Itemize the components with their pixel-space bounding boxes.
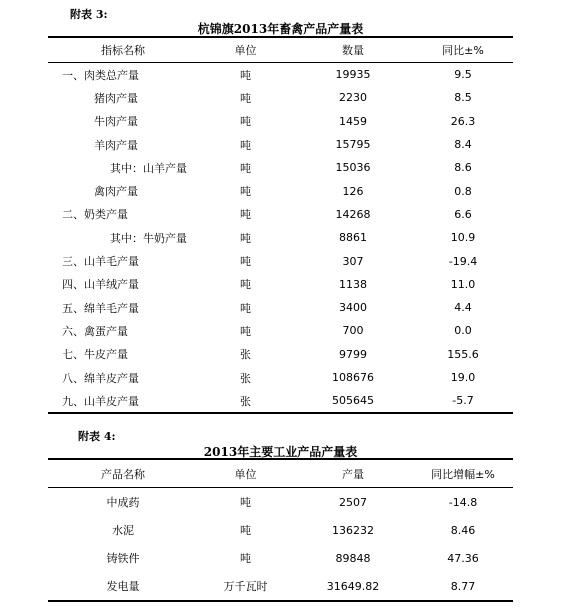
- row-change-cell: 0.0: [454, 324, 472, 338]
- table-row: [48, 273, 513, 296]
- row-name-cell: 发电量: [106, 580, 140, 593]
- row-unit-cell: 吨: [240, 68, 251, 82]
- header-yoy-change: 同比±%: [442, 44, 484, 57]
- header-unit: 单位: [234, 467, 257, 481]
- row-unit-cell: 吨: [240, 231, 251, 245]
- row-value-cell: 505645: [332, 394, 374, 408]
- row-value-cell: 14268: [335, 207, 371, 221]
- row-name-cell: 禽肉产量: [94, 185, 138, 199]
- row-name-cell: 一、肉类总产量: [62, 68, 139, 82]
- annex4-body: [48, 488, 513, 602]
- row-value-cell: 2230: [339, 91, 367, 105]
- row-name-cell: 五、绵羊毛产量: [62, 301, 139, 315]
- row-change-cell: 26.3: [450, 114, 476, 128]
- row-value-cell: 31649.82: [326, 579, 380, 593]
- row-value-cell: 1138: [339, 277, 367, 291]
- row-name-cell: 七、牛皮产量: [62, 348, 128, 362]
- row-unit-cell: 吨: [240, 552, 251, 565]
- row-change-cell: 11.0: [450, 277, 476, 291]
- row-change-cell: 0.8: [454, 184, 472, 198]
- row-change-cell: 4.4: [454, 301, 472, 315]
- row-name-cell: 铸铁件: [106, 552, 140, 565]
- row-unit-cell: 吨: [240, 324, 251, 338]
- row-value-cell: 9799: [339, 347, 367, 361]
- row-name-cell: 九、山羊皮产量: [62, 394, 139, 408]
- annex4-table: [48, 458, 513, 602]
- row-change-cell: 6.6: [454, 207, 472, 221]
- row-name-cell: 其中：山羊产量: [110, 161, 187, 175]
- table-row: [48, 63, 513, 87]
- row-change-cell: 47.36: [447, 551, 479, 565]
- row-change-cell: 8.5: [454, 91, 472, 105]
- row-unit-cell: 吨: [240, 278, 251, 292]
- row-unit-cell: 吨: [240, 161, 251, 175]
- row-unit-cell: 张: [240, 348, 251, 362]
- table-row: [48, 319, 513, 342]
- row-unit-cell: 吨: [240, 91, 251, 105]
- row-name-cell: 八、绵羊皮产量: [62, 371, 139, 385]
- row-name-cell: 羊肉产量: [94, 138, 138, 152]
- row-name-cell: 牛肉产量: [94, 115, 138, 129]
- row-name-cell: 猪肉产量: [94, 91, 138, 105]
- row-unit-cell: 吨: [240, 524, 251, 537]
- header-indicator-name: 指标名称: [101, 44, 145, 57]
- annex3-header-row: [48, 37, 513, 63]
- row-value-cell: 108676: [332, 371, 374, 384]
- row-unit-cell: 吨: [240, 496, 251, 509]
- row-change-cell: 155.6: [447, 347, 479, 361]
- row-value-cell: 2507: [339, 495, 367, 509]
- row-name-cell: 水泥: [112, 524, 134, 537]
- row-change-cell: 9.5: [454, 68, 472, 82]
- table-row: [48, 110, 513, 133]
- row-unit-cell: 吨: [240, 185, 251, 199]
- table-row: [48, 488, 513, 517]
- table-row: [48, 133, 513, 156]
- row-change-cell: -14.8: [448, 495, 478, 509]
- row-unit-cell: 吨: [240, 115, 251, 129]
- table-row: [48, 179, 513, 202]
- table-row: [48, 296, 513, 319]
- row-name-cell: 其中：牛奶产量: [110, 231, 187, 245]
- table-row: [48, 249, 513, 272]
- row-change-cell: 8.6: [454, 161, 472, 175]
- table-row: [48, 544, 513, 572]
- header-yoy-growth: 同比增幅±%: [431, 467, 495, 481]
- row-value-cell: 8861: [339, 231, 367, 245]
- table-row: [48, 86, 513, 109]
- table-row: [48, 366, 513, 389]
- row-value-cell: 15795: [335, 138, 371, 152]
- row-unit-cell: 张: [240, 394, 251, 408]
- annex4-label: 附表 4:: [78, 430, 116, 443]
- table-row: [48, 572, 513, 601]
- row-change-cell: 19.0: [450, 371, 476, 384]
- header-quantity: 数量: [342, 44, 364, 57]
- header-unit: 单位: [234, 44, 257, 57]
- annex4-header-row: [48, 459, 513, 488]
- row-unit-cell: 万千瓦时: [223, 580, 268, 593]
- row-value-cell: 1459: [339, 114, 367, 128]
- row-value-cell: 15036: [335, 161, 371, 175]
- row-change-cell: 8.77: [450, 579, 476, 593]
- row-change-cell: 10.9: [450, 231, 476, 245]
- row-unit-cell: 吨: [240, 255, 251, 269]
- header-output: 产量: [342, 467, 364, 481]
- table-row: [48, 156, 513, 179]
- row-value-cell: 3400: [339, 301, 367, 315]
- row-value-cell: 136232: [332, 523, 374, 537]
- row-change-cell: -19.4: [448, 254, 478, 268]
- row-name-cell: 六、禽蛋产量: [62, 324, 128, 338]
- row-name-cell: 二、奶类产量: [62, 208, 128, 222]
- row-unit-cell: 吨: [240, 138, 251, 152]
- annex3-table: [48, 36, 513, 414]
- row-name-cell: 三、山羊毛产量: [62, 255, 139, 269]
- row-name-cell: 中成药: [106, 496, 140, 509]
- annex3-body: [48, 63, 513, 414]
- annex4-title: 2013年主要工业产品产量表: [203, 445, 358, 459]
- row-value-cell: 307: [342, 254, 364, 268]
- table-row: [48, 203, 513, 226]
- row-unit-cell: 张: [240, 371, 251, 385]
- table-row: [48, 343, 513, 366]
- row-unit-cell: 吨: [240, 301, 251, 315]
- annex3-label: 附表 3:: [70, 8, 108, 21]
- row-change-cell: 8.4: [454, 138, 472, 152]
- table-row: [48, 516, 513, 544]
- table-row: [48, 389, 513, 413]
- row-value-cell: 89848: [335, 551, 371, 565]
- row-change-cell: -5.7: [452, 394, 474, 408]
- row-unit-cell: 吨: [240, 208, 251, 222]
- row-change-cell: 8.46: [450, 523, 476, 537]
- annex3-title: 杭锦旗2013年畜禽产品产量表: [197, 22, 364, 36]
- row-name-cell: 四、山羊绒产量: [62, 278, 139, 292]
- table-row: [48, 226, 513, 249]
- header-product-name: 产品名称: [101, 467, 145, 481]
- row-value-cell: 126: [342, 184, 364, 198]
- row-value-cell: 700: [342, 324, 364, 338]
- row-value-cell: 19935: [335, 68, 371, 82]
